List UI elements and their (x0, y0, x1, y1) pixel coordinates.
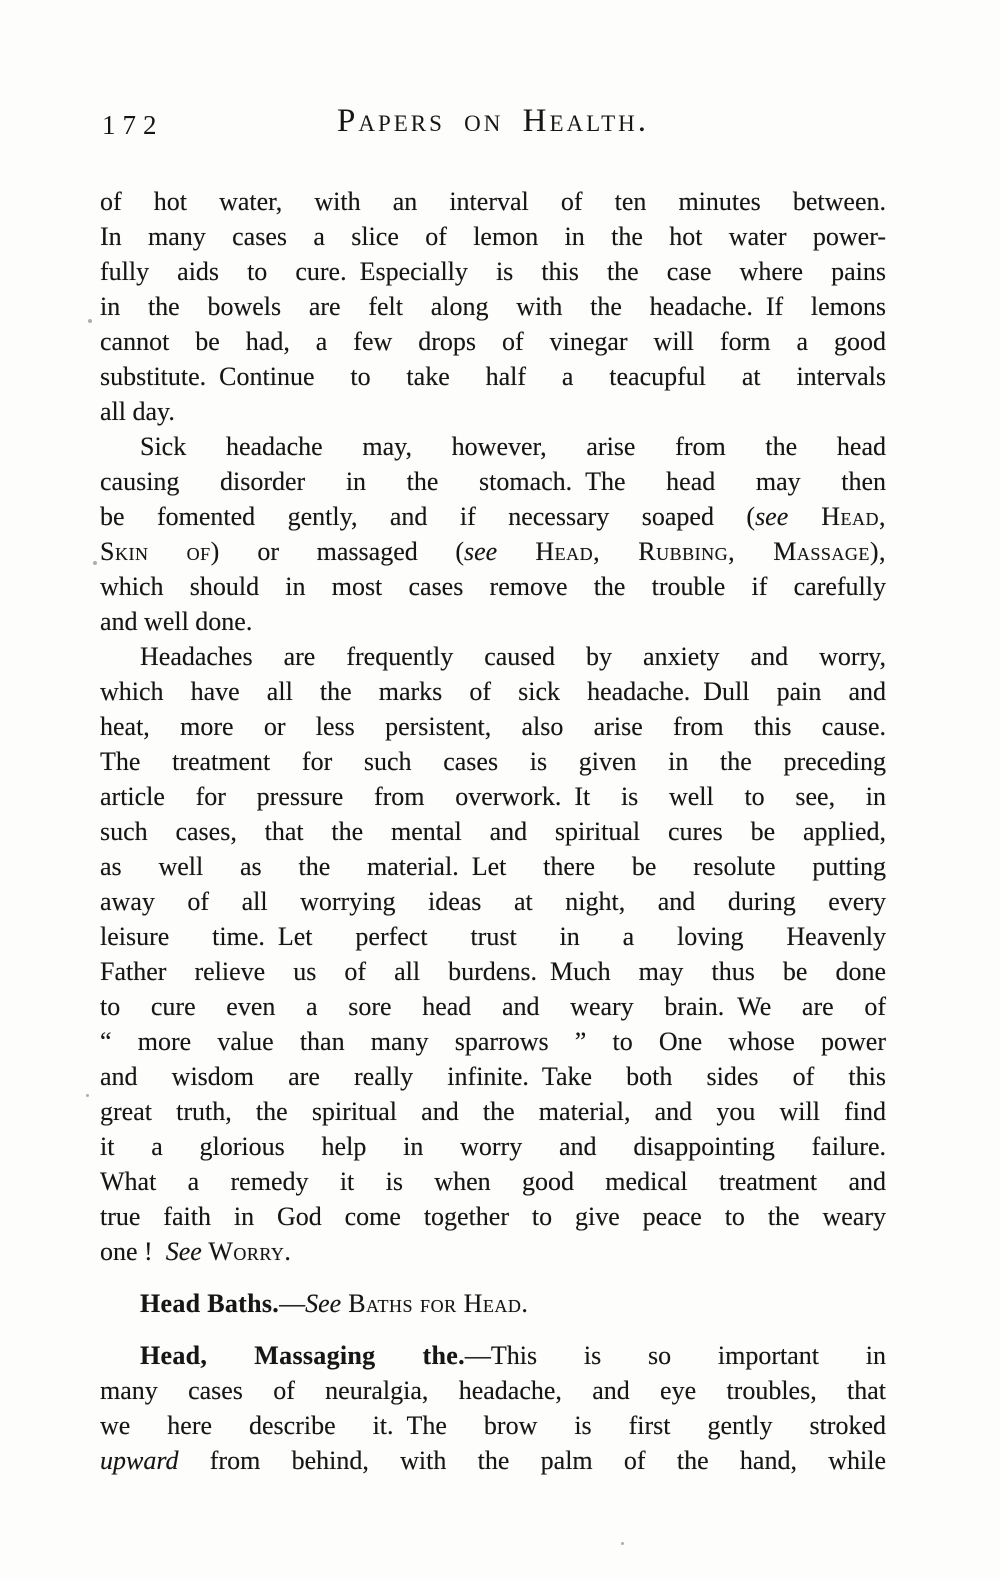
text-line (100, 674, 886, 709)
text-line (100, 254, 886, 289)
text-line (100, 394, 886, 429)
page-number: 172 (102, 110, 164, 140)
text-line (100, 1443, 886, 1478)
scan-speck (88, 319, 92, 323)
text-segment: What a remedy it is when good medical treatment and (100, 1167, 886, 1196)
text-segment: one ! (100, 1237, 166, 1266)
entry-head-baths (100, 1286, 886, 1321)
paragraph-sick-headache (100, 429, 886, 639)
text-segment: heat, more or less persistent, also arise from this cause. (100, 712, 886, 741)
text-segment: Father relieve us of all burdens. Much may thus be done (100, 957, 886, 986)
text-line (100, 709, 886, 744)
text-segment: great truth, the spiritual and the material, and you will find (100, 1097, 886, 1126)
text-segment: fully aids to cure. Especially is this the case where pains (100, 257, 886, 286)
text-segment: In many cases a slice of lemon in the hot water power- (100, 222, 886, 251)
cross-reference: Worry. (201, 1237, 292, 1266)
text-line (100, 499, 886, 534)
text-line (100, 1199, 886, 1234)
entry-head-massaging (100, 1338, 886, 1478)
text-line (100, 604, 886, 639)
cross-reference: Head, (788, 502, 886, 531)
scan-speck (86, 1094, 89, 1097)
running-title: Papers on Health. (337, 103, 649, 139)
cross-reference: Skin of) (100, 537, 220, 566)
text-line (100, 1059, 886, 1094)
text-line (100, 1286, 886, 1321)
text-segment: true faith in God come together to give peace to the weary (100, 1202, 886, 1231)
text-line (100, 884, 886, 919)
text-segment: “ more value than many sparrows ” to One whose power (100, 1027, 886, 1056)
text-segment: article for pressure from overwork. It is well to see, in (100, 782, 886, 811)
text-line (100, 1373, 886, 1408)
text-column (100, 184, 886, 1478)
text-segment: See (165, 1237, 202, 1266)
text-line (100, 744, 886, 779)
text-line (100, 289, 886, 324)
text-segment: to cure even a sore head and weary brain. We are of (100, 992, 886, 1021)
text-segment: see (755, 502, 789, 531)
text-segment: such cases, that the mental and spiritual cures be applied, (100, 817, 886, 846)
text-segment: —This is so important in (464, 1341, 887, 1370)
text-line (100, 1024, 886, 1059)
text-line (100, 219, 886, 254)
text-segment: causing disorder in the stomach. The head may then (100, 467, 886, 496)
text-segment: or massaged ( (219, 537, 465, 566)
entry-headword: Head Baths. (140, 1289, 280, 1318)
scan-speck (93, 561, 97, 565)
text-line (100, 779, 886, 814)
text-line (100, 1408, 886, 1443)
text-segment: away of all worrying ideas at night, and during every (100, 887, 886, 916)
text-segment: cannot be had, a few drops of vinegar will form a good (100, 327, 886, 356)
text-line (100, 464, 886, 499)
text-segment: and wisdom are really infinite. Take both sides of this (100, 1062, 886, 1091)
text-line (100, 324, 886, 359)
cross-reference: Head, Rubbing, Massage), (497, 537, 886, 566)
text-line (100, 359, 886, 394)
text-line (100, 1094, 886, 1129)
cross-reference: Baths for Head. (341, 1289, 529, 1318)
text-line (100, 534, 886, 569)
text-segment: in the bowels are felt along with the headache. If lemons (100, 292, 886, 321)
text-line (100, 1164, 886, 1199)
text-segment: many cases of neuralgia, headache, and eye troubles, that (100, 1376, 886, 1405)
text-line (100, 1338, 886, 1373)
text-line (100, 954, 886, 989)
text-segment: and well done. (100, 607, 253, 636)
text-segment: it a glorious help in worry and disappointing failure. (100, 1132, 886, 1161)
text-segment: The treatment for such cases is given in the preceding (100, 747, 886, 776)
text-segment: which should in most cases remove the trouble if carefully (100, 572, 886, 601)
text-segment: see (464, 537, 498, 566)
text-line (100, 814, 886, 849)
text-segment: as well as the material. Let there be resolute putting (100, 852, 886, 881)
text-line (100, 1129, 886, 1164)
paragraph-headaches-worry (100, 639, 886, 1269)
text-line (100, 639, 886, 674)
text-line (100, 569, 886, 604)
text-line (100, 1234, 886, 1269)
text-line (100, 184, 886, 219)
text-segment: we here describe it. The brow is first gently stroked (100, 1411, 886, 1440)
text-segment: of hot water, with an interval of ten minutes between. (100, 187, 886, 216)
text-segment: Headaches are frequently caused by anxiety and worry, (140, 642, 886, 671)
text-segment: all day. (100, 397, 175, 426)
text-line (100, 989, 886, 1024)
text-segment: be fomented gently, and if necessary soaped ( (100, 502, 756, 531)
text-segment: leisure time. Let perfect trust in a loving Heavenly (100, 922, 886, 951)
text-segment: — (279, 1289, 306, 1318)
paragraph-continuation (100, 184, 886, 429)
text-line (100, 849, 886, 884)
text-line (100, 919, 886, 954)
text-segment: from behind, with the palm of the hand, while (178, 1446, 886, 1475)
text-line (100, 429, 886, 464)
text-segment: which have all the marks of sick headache. Dull pain and (100, 677, 886, 706)
text-segment: substitute. Continue to take half a teacupful at intervals (100, 362, 886, 391)
text-segment: Sick headache may, however, arise from the head (140, 432, 886, 461)
scan-speck (621, 1542, 624, 1545)
entry-headword: Head, Massaging the. (140, 1341, 465, 1370)
text-segment: See (305, 1289, 342, 1318)
text-segment: upward (100, 1446, 179, 1475)
